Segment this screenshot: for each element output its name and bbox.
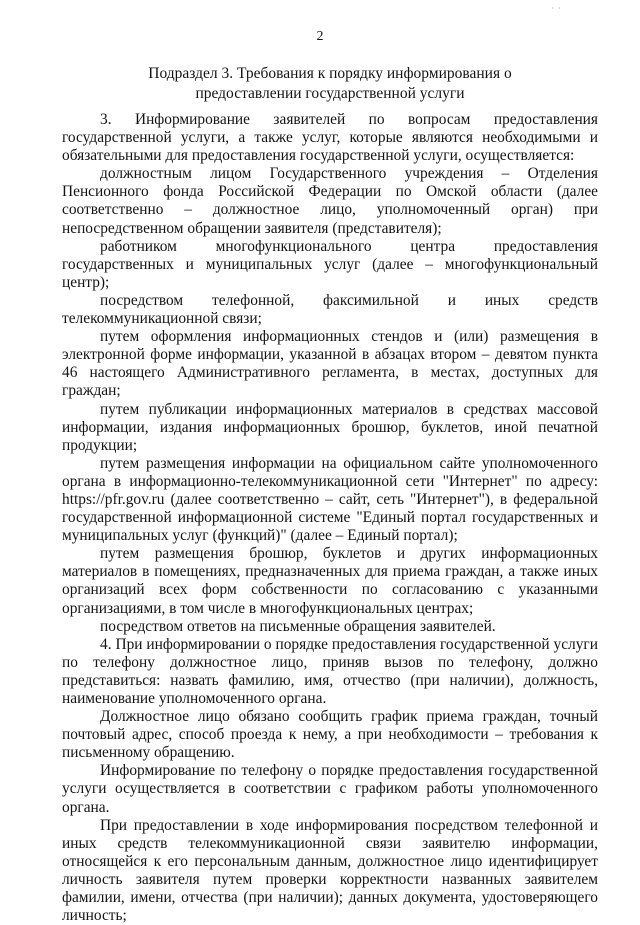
paragraph: посредством ответов на письменные обращения заявителей. <box>100 617 496 635</box>
paragraph: путем размещения информации на официальном сайте уполномоченного органа в информационно-телекоммуникационной сети "Интернет" по адресу: https://pfr.gov.ru (далее соответственно – сайт, сеть "Интернет"), в федеральной государственной информационной системе "Единый портал государственных и муниципальных услуг (функций)" (далее – Единый портал); <box>62 454 598 545</box>
paragraph: путем размещения брошюр, буклетов и других информационных материалов в помещениях, предназначенных для приема граждан, а также иных организаций всех форм собственности по согласованию с указанными организациями, в том числе в многофункциональных центрах; <box>62 545 598 617</box>
heading-line-1: Подраздел 3. Требования к порядку информирования о <box>148 65 512 82</box>
paragraph: путем публикации информационных материалов в средствах массовой информации, издания информационных брошюр, буклетов, иной печатной продукции; <box>62 400 598 454</box>
paragraph: При предоставлении в ходе информирования посредством телефонной и иных средств телекоммуникационной связи заявителю информации, относящейся к его персональным данным, должностное лицо идентифицирует личность заявителя путем проверки корректности названных заявителем фамилии, имени, отчества (при наличии); данных документа, удостоверяющего личность; <box>62 816 598 925</box>
paragraph: 3. Информирование заявителей по вопросам предоставления государственной услуги, а также услуг, которые являются необходимыми и обязательными для предоставления государственной услуги, осуществляется: <box>62 111 598 165</box>
body-text <box>62 111 598 925</box>
heading-line-2: предоставлении государственной услуги <box>195 85 465 102</box>
paragraph: путем оформления информационных стендов и (или) размещения в электронной форме информации, указанной в абзацах втором – девятом пункта 46 настоящего Административного регламента, в местах, доступных для граждан; <box>62 328 598 400</box>
page-number: 2 <box>316 29 324 44</box>
paragraph: посредством телефонной, факсимильной и иных средств телекоммуникационной связи; <box>62 291 598 328</box>
section-heading <box>80 64 580 104</box>
scan-mark: · · <box>551 4 562 13</box>
paragraph: работником многофункционального центра предоставления государственных и муниципальных услуг (далее – многофункциональный центр); <box>62 237 598 291</box>
paragraph: 4. При информировании о порядке предоставления государственной услуги по телефону должностное лицо, приняв вызов по телефону, должно представиться: назвать фамилию, имя, отчество (при наличии), должность, наименование уполномоченного органа. <box>62 635 598 707</box>
paragraph: должностным лицом Государственного учреждения – Отделения Пенсионного фонда Российской Федерации по Омской области (далее соответственно – должностное лицо, уполномоченный орган) при непосредственном обращении заявителя (представителя); <box>62 165 598 237</box>
paragraph: Должностное лицо обязано сообщить график приема граждан, точный почтовый адрес, способ проезда к нему, а при необходимости – требования к письменному обращению. <box>62 708 598 762</box>
paragraph: Информирование по телефону о порядке предоставления государственной услуги осуществляется в соответствии с графиком работы уполномоченного органа. <box>62 762 598 816</box>
